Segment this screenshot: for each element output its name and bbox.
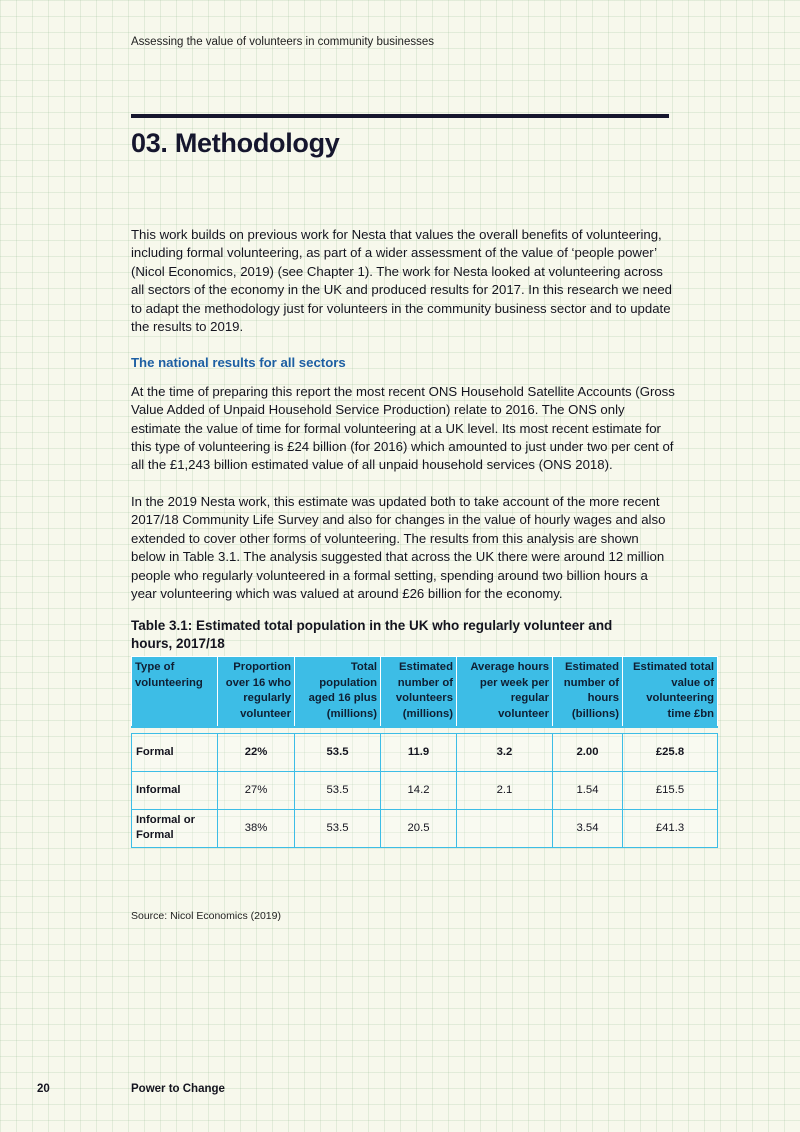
- section-heading: The national results for all sectors: [131, 355, 346, 371]
- table-cell: £15.5: [623, 771, 718, 809]
- table-cell: 14.2: [381, 771, 457, 809]
- running-header: Assessing the value of volunteers in community businesses: [131, 36, 434, 48]
- table-cell: £41.3: [623, 809, 718, 847]
- table-cell: Informal: [132, 771, 218, 809]
- table-cell: 53.5: [295, 771, 381, 809]
- table-cell: Informal or Formal: [132, 809, 218, 847]
- table-row: [132, 771, 718, 809]
- table-header-cell: Type of volunteering: [132, 657, 218, 728]
- table-cell: 53.5: [295, 809, 381, 847]
- page-title: 03. Methodology: [131, 128, 340, 158]
- table-cell: Formal: [132, 733, 218, 771]
- nesta-paragraph: In the 2019 Nesta work, this estimate was updated both to take account of the more recent 2017/18 Community Life Survey and also for changes in the value of hourly wages and also extended to cover other forms of volunteering. The results from this analysis are shown below in Table 3.1. The analysis suggested that across the UK there were around 12 million people who regularly volunteered in a formal setting, spending around two billion hours a year volunteering which was valued at around £26 billion for the economy.: [131, 493, 666, 601]
- ons-paragraph: At the time of preparing this report the most recent ONS Household Satellite Accounts (Gross Value Added of Unpaid Household Service Production) relate to 2016. The ONS only estimate the value of time for formal volunteering at a UK level. Its most recent estimate for this type of volunteering is £24 billion (for 2016) which amounted to just under two per cent of all the £1,243 billion estimated value of all unpaid household services (ONS 2018).: [131, 383, 675, 473]
- table-header-cell: Proportion over 16 who regularly volunteer: [218, 657, 295, 728]
- table-cell: 27%: [218, 771, 295, 809]
- table-cell: 53.5: [295, 733, 381, 771]
- table-header-row: [132, 657, 718, 728]
- table-cell: 2.00: [553, 733, 623, 771]
- table-cell: 2.1: [457, 771, 553, 809]
- table-cell: 1.54: [553, 771, 623, 809]
- table-row: [132, 809, 718, 847]
- table-cell: £25.8: [623, 733, 718, 771]
- table-header-cell: Total population aged 16 plus (millions): [295, 657, 381, 728]
- page-number: 20: [37, 1083, 50, 1095]
- title-rule: [131, 114, 669, 118]
- table-caption: Table 3.1: Estimated total population in the UK who regularly volunteer and hours, 2017/18: [131, 618, 613, 651]
- table-cell: 22%: [218, 733, 295, 771]
- intro-paragraph: This work builds on previous work for Nesta that values the overall benefits of volunteering, including formal volunteering, as part of a wider assessment of the value of ‘people power’ (Nicol Economics, 2019) (see Chapter 1). The work for Nesta looked at volunteering across all sectors of the economy in the UK and produced results for 2017. In this research we need to adapt the methodology just for volunteers in the community business sector and to update the results to 2019.: [131, 227, 672, 335]
- table-row: [132, 733, 718, 771]
- table-cell: 11.9: [381, 733, 457, 771]
- table-header-cell: Estimated total value of volunteering time £bn: [623, 657, 718, 728]
- footer-brand: Power to Change: [131, 1083, 225, 1095]
- body-text: [131, 226, 714, 848]
- table-header-cell: Average hours per week per regular volunteer: [457, 657, 553, 728]
- table-header-cell: Estimated number of hours (billions): [553, 657, 623, 728]
- table-cell: 3.54: [553, 809, 623, 847]
- table-cell: [457, 809, 553, 847]
- volunteer-table: [131, 656, 718, 848]
- table-cell: 20.5: [381, 809, 457, 847]
- table-cell: 3.2: [457, 733, 553, 771]
- source-note: Source: Nicol Economics (2019): [131, 910, 281, 922]
- table-cell: 38%: [218, 809, 295, 847]
- table-header-cell: Estimated number of volunteers (millions): [381, 657, 457, 728]
